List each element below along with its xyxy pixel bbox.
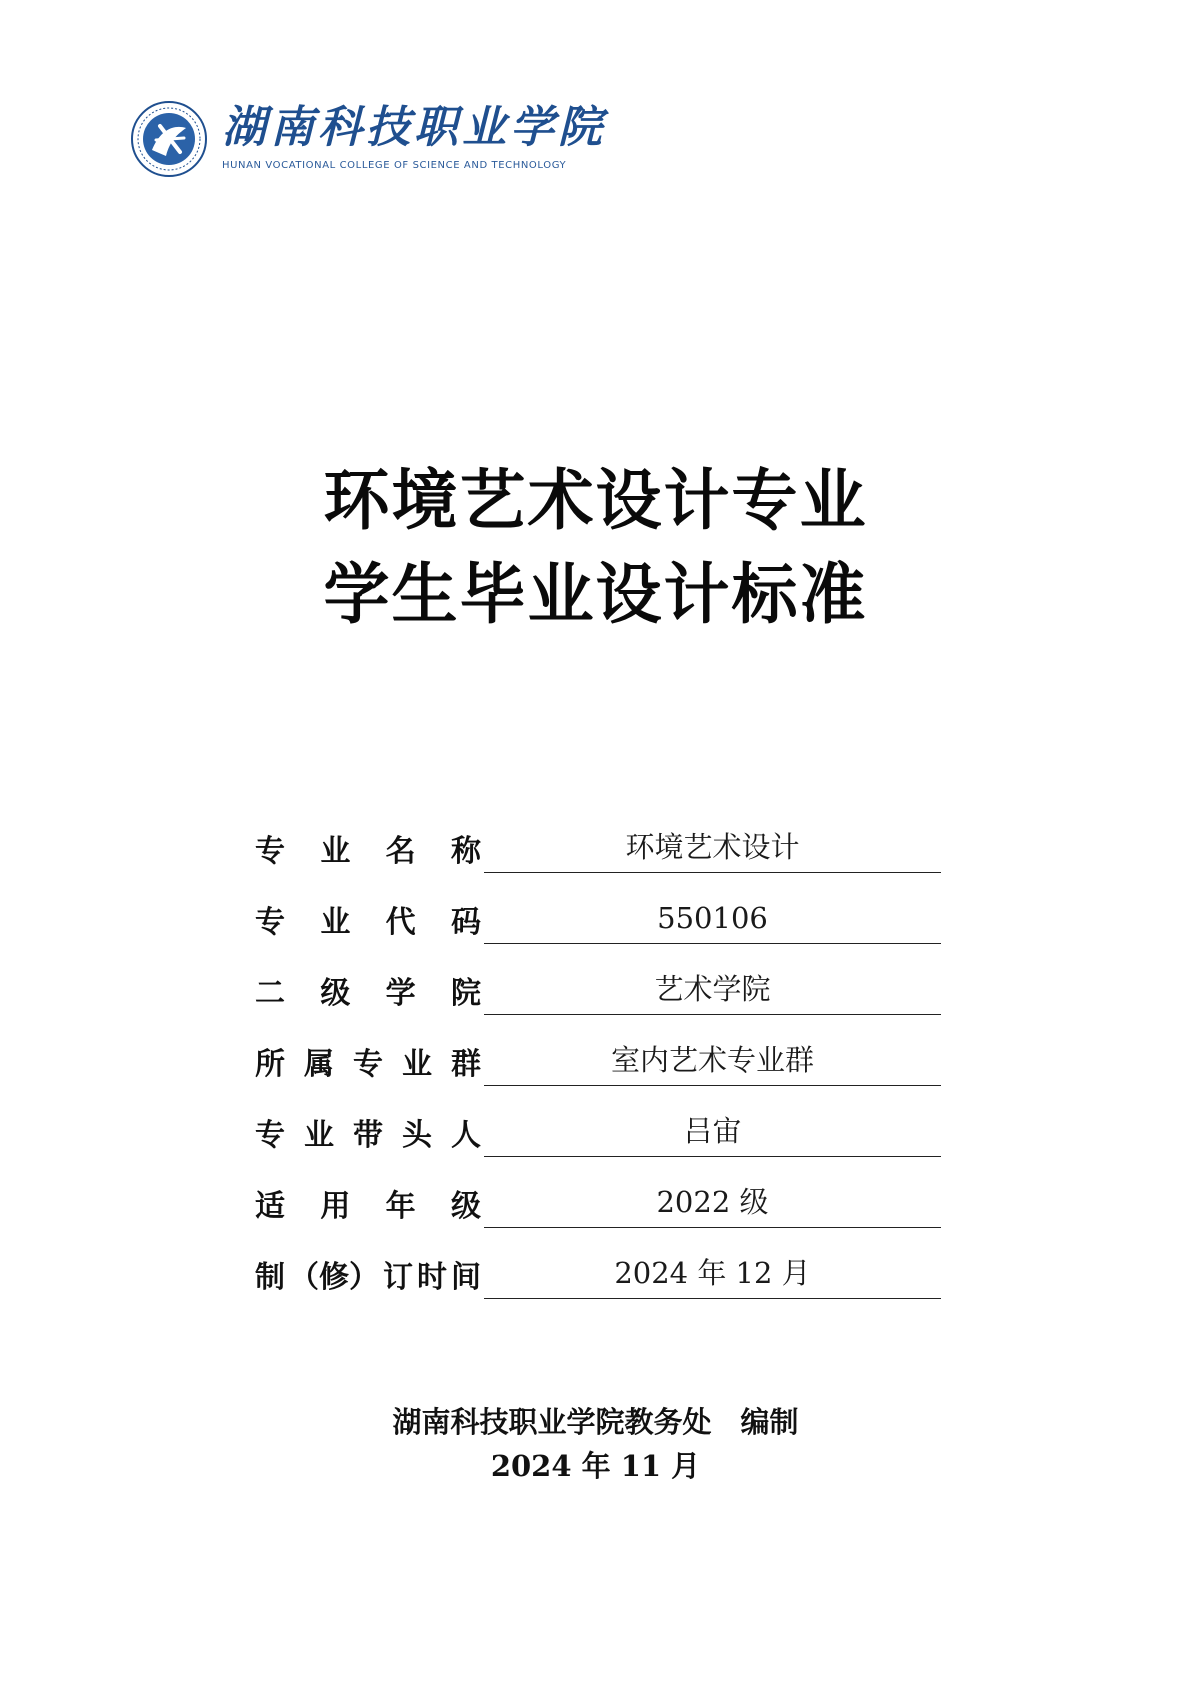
label-grade xyxy=(255,1181,481,1225)
label-char: 适 xyxy=(255,1189,285,1224)
label-char: 间 xyxy=(451,1260,481,1295)
label-char: 专 xyxy=(255,834,285,869)
value-major-code: 550106 xyxy=(484,889,941,944)
info-row-college xyxy=(255,960,945,1031)
info-row-grade xyxy=(255,1173,945,1244)
label-char: 业 xyxy=(320,905,351,940)
document-title xyxy=(0,454,1191,642)
value-college: 艺术学院 xyxy=(484,960,941,1015)
info-table xyxy=(255,818,945,1315)
label-char: 专 xyxy=(255,1118,285,1153)
value-grade: 2022 级 xyxy=(484,1173,941,1228)
label-revision-time xyxy=(255,1252,481,1296)
info-row-major-code xyxy=(255,889,945,960)
college-name-en: HUNAN VOCATIONAL COLLEGE OF SCIENCE AND TECHNOLOGY xyxy=(222,160,567,171)
label-major-leader xyxy=(255,1110,481,1154)
label-char: 称 xyxy=(450,834,481,869)
label-char: 级 xyxy=(450,1189,481,1224)
value-major-leader: 吕宙 xyxy=(484,1102,941,1157)
college-name-cn: 湖南科技职业学院 xyxy=(222,102,606,153)
info-row-major-name xyxy=(255,818,945,889)
label-char: 制 xyxy=(255,1260,285,1295)
label-college xyxy=(255,968,481,1012)
college-emblem-icon xyxy=(130,100,208,178)
label-char: 群 xyxy=(451,1047,481,1082)
label-char: 订 xyxy=(383,1260,413,1295)
label-char: 码 xyxy=(450,905,481,940)
label-char: 名 xyxy=(385,834,416,869)
info-row-major-leader xyxy=(255,1102,945,1173)
label-char: 带 xyxy=(353,1118,383,1153)
label-char: 年 xyxy=(385,1189,416,1224)
label-char: 属 xyxy=(304,1047,334,1082)
label-char: 头 xyxy=(402,1118,432,1153)
label-char: （修） xyxy=(289,1260,379,1295)
value-major-name: 环境艺术设计 xyxy=(484,818,941,873)
footer-date: 2024 年 11 月 xyxy=(490,1449,701,1483)
footer-org: 湖南科技职业学院教务处 编制 xyxy=(392,1405,799,1439)
info-row-major-group xyxy=(255,1031,945,1102)
title-line-2: 学生毕业设计标准 xyxy=(323,556,868,633)
value-revision-time: 2024 年 12 月 xyxy=(484,1244,941,1299)
label-char: 业 xyxy=(402,1047,432,1082)
label-char: 所 xyxy=(255,1047,285,1082)
label-char: 业 xyxy=(320,834,351,869)
label-char: 专 xyxy=(255,905,285,940)
label-char: 业 xyxy=(304,1118,334,1153)
label-char: 代 xyxy=(385,905,416,940)
label-char: 人 xyxy=(451,1118,481,1153)
label-major-code xyxy=(255,897,481,941)
label-major-name xyxy=(255,826,481,870)
label-major-group xyxy=(255,1039,481,1083)
college-logo xyxy=(130,100,606,192)
info-row-revision-time xyxy=(255,1244,945,1315)
label-char: 学 xyxy=(385,976,416,1011)
label-char: 级 xyxy=(320,976,351,1011)
label-char: 时 xyxy=(417,1260,447,1295)
label-char: 用 xyxy=(320,1189,351,1224)
label-char: 院 xyxy=(450,976,481,1011)
label-char: 二 xyxy=(255,976,285,1011)
title-line-1: 环境艺术设计专业 xyxy=(323,462,868,539)
label-char: 专 xyxy=(353,1047,383,1082)
value-major-group: 室内艺术专业群 xyxy=(484,1031,941,1086)
